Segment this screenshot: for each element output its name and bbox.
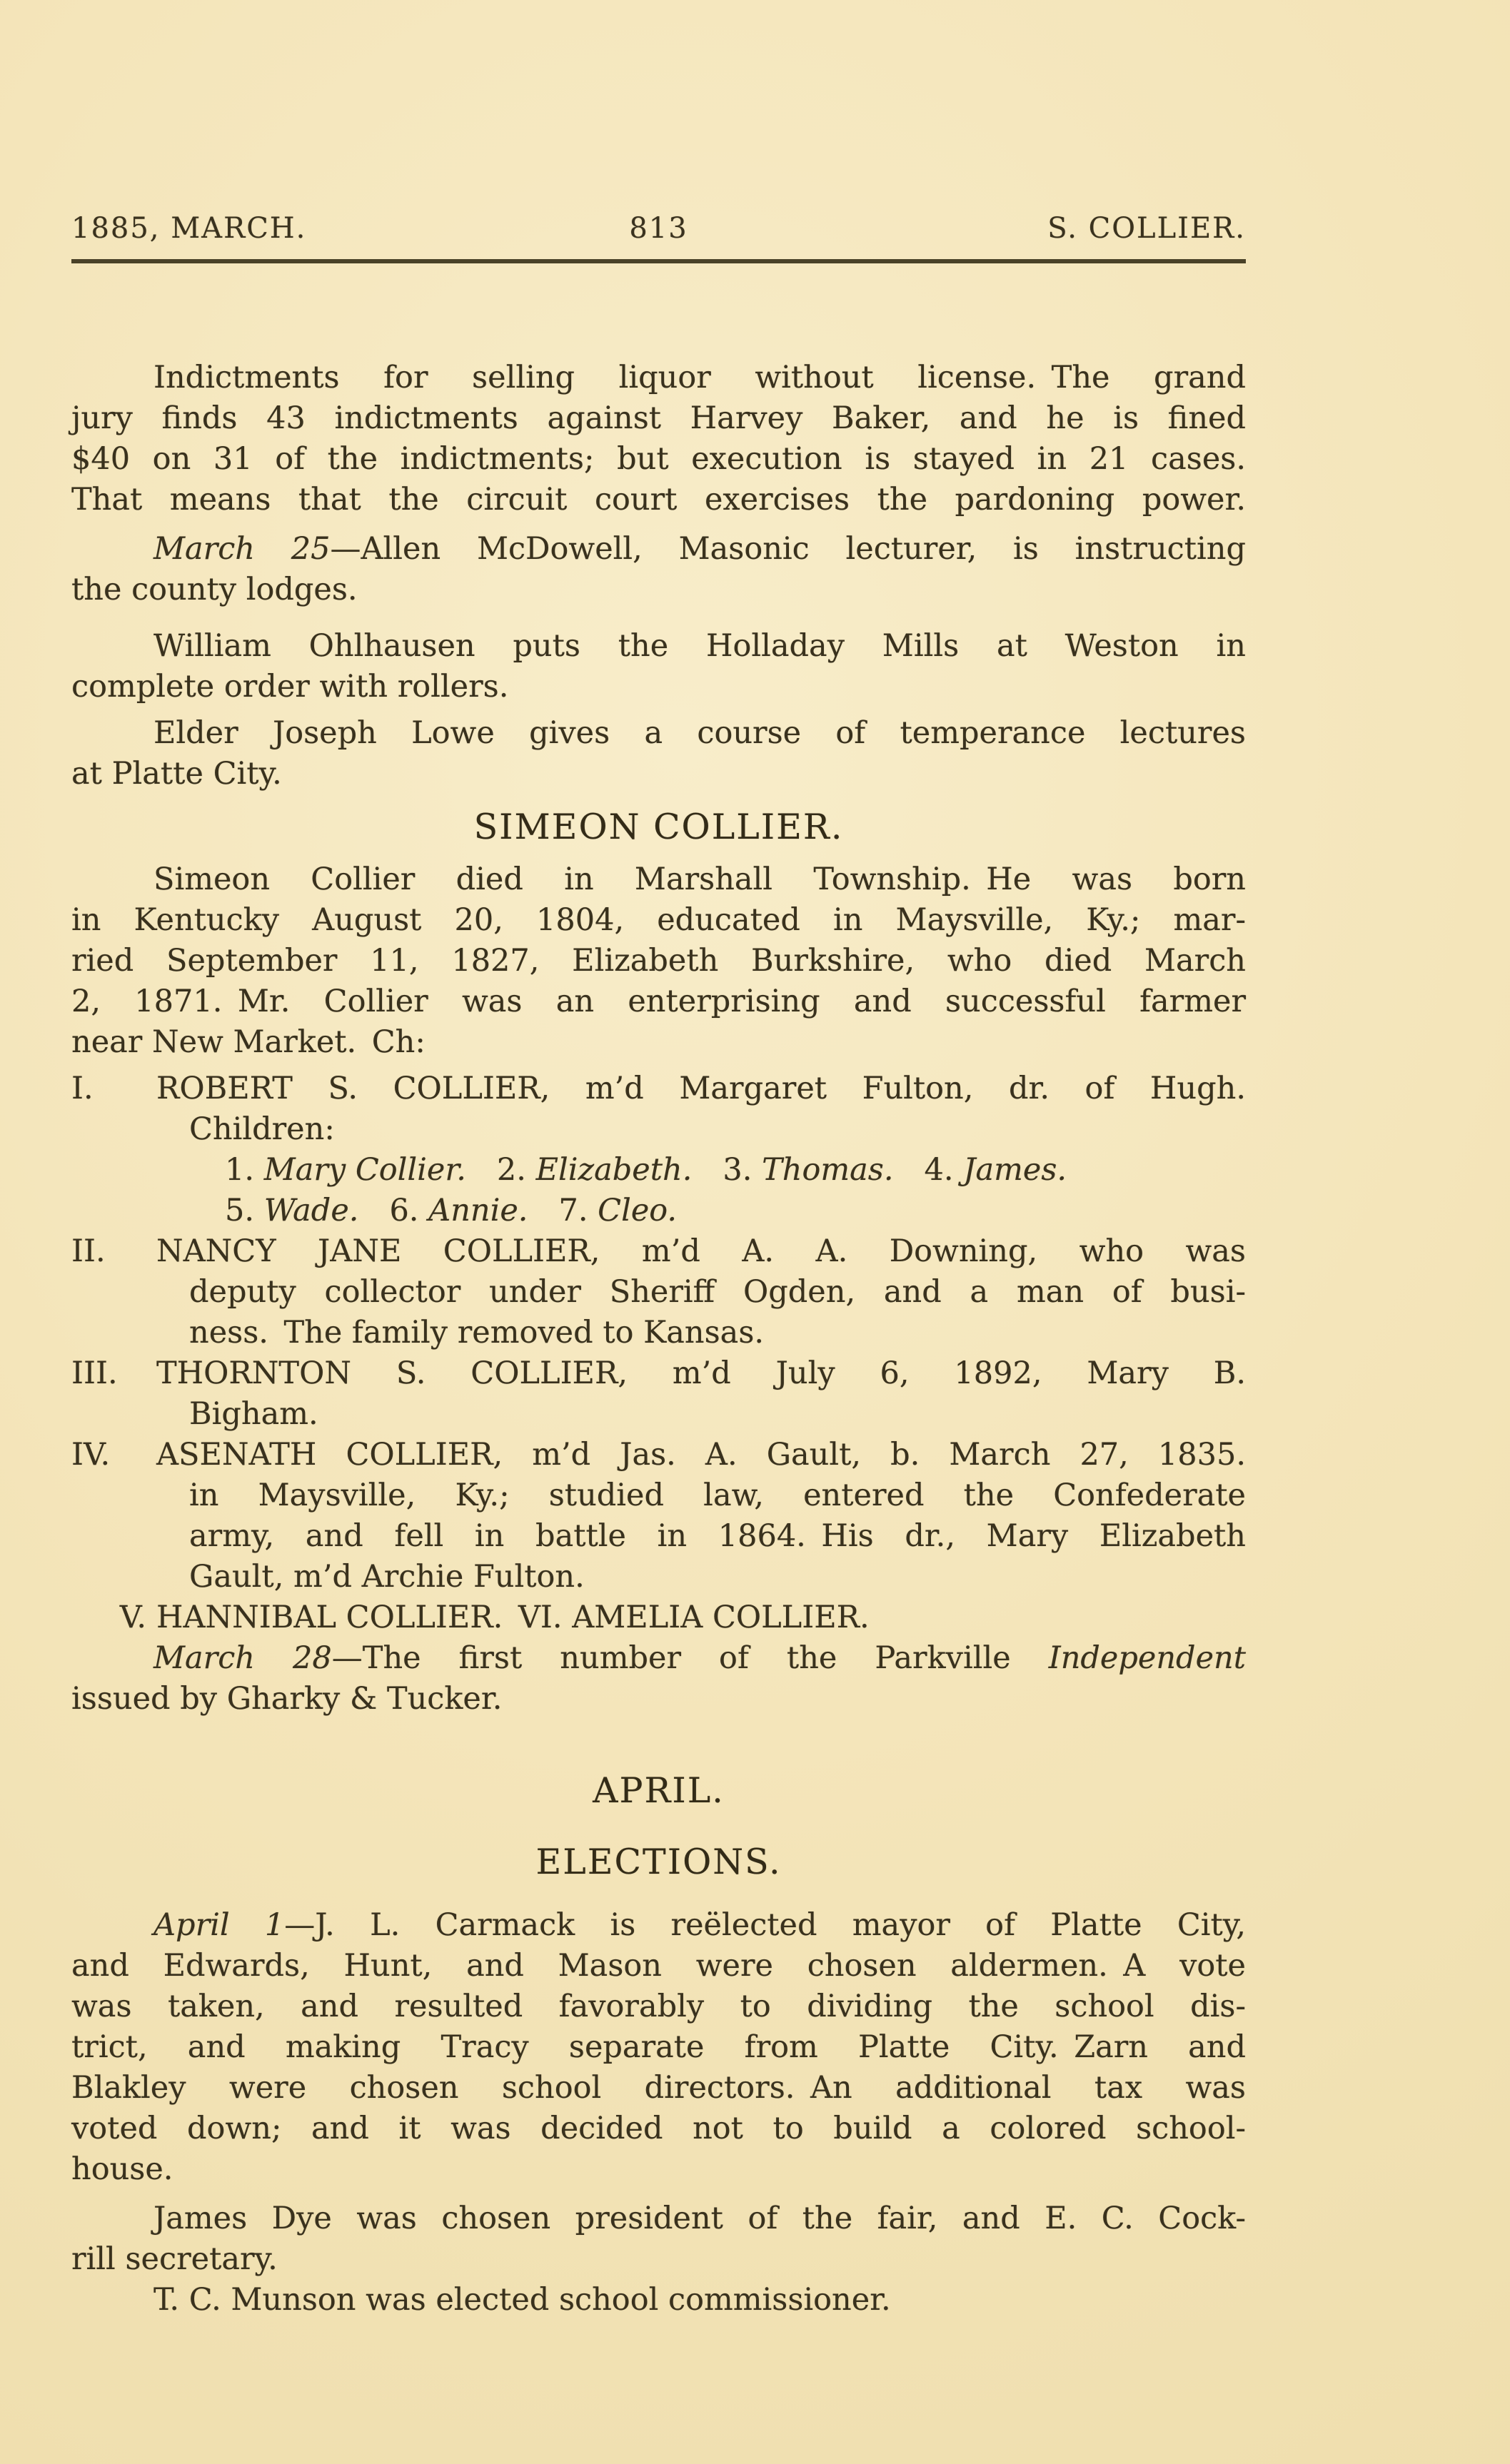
text-line [71, 2068, 1246, 2109]
text-line [71, 529, 1246, 570]
text-line [71, 570, 1246, 610]
text-segment: Annie. [428, 1193, 528, 1228]
text-line [71, 2027, 1246, 2068]
entry-asenath-collier [71, 1435, 1246, 1597]
page-number: 813 [629, 212, 688, 245]
text-segment: —The first number of the Parkville [331, 1640, 1049, 1676]
text-line [71, 667, 1246, 707]
text-segment: $40 on 31 of the indictments; but execution is stayed in 21 cases. [71, 441, 1246, 477]
text-line [71, 1313, 1246, 1353]
text-line [71, 941, 1246, 981]
text-line [71, 1475, 1246, 1516]
text-segment: —J. L. Carmack is reëlected mayor of Platte City, [284, 1907, 1247, 1943]
text-line [71, 1394, 1246, 1435]
text-measure [71, 0, 1246, 2321]
text-line [71, 358, 1246, 398]
text-segment: NANCY JANE COLLIER, m’d A. A. Downing, who was [156, 1233, 1246, 1269]
text-segment: issued by Gharky & Tucker. [71, 1681, 503, 1717]
text-segment: deputy collector under Sheriff Ogden, and a man of busi- [189, 1274, 1246, 1310]
text-segment: house. [71, 2151, 173, 2187]
entry-numeral: III. [71, 1355, 118, 1391]
text-segment: 4. [893, 1152, 964, 1188]
text-segment: at Platte City. [71, 756, 282, 792]
text-segment: Wade. [263, 1193, 359, 1228]
text-segment: William Ohlhausen puts the Holladay Mills at Weston in [153, 628, 1246, 664]
text-segment: in Kentucky August 20, 1804, educated in Maysville, Ky.; mar- [71, 902, 1246, 938]
heading-simeon-collier: SIMEON COLLIER. [473, 807, 844, 847]
text-segment: That means that the circuit court exercises the pardoning power. [71, 482, 1246, 517]
text-segment: ness. The family removed to Kansas. [189, 1315, 765, 1350]
text-segment: Cleo. [598, 1193, 678, 1228]
para-march-25 [71, 529, 1246, 610]
text-line [71, 1435, 1246, 1475]
text-line [71, 1150, 1246, 1191]
text-segment: Independent [1048, 1640, 1246, 1676]
text-line [71, 1597, 1246, 1638]
running-head [71, 0, 1246, 245]
para-munson [71, 2280, 1246, 2321]
para-april-1-elections [71, 1905, 1246, 2190]
text-segment: in Maysville, Ky.; studied law, entered the Confederate [189, 1478, 1246, 1513]
text-segment: Elizabeth. [535, 1152, 693, 1188]
text-line [71, 626, 1246, 667]
text-line [71, 1272, 1246, 1313]
text-segment: ASENATH COLLIER, m’d Jas. A. Gault, b. March 27, 1835. [156, 1437, 1246, 1473]
entry-numeral: I. [71, 1071, 94, 1106]
text-line [71, 1191, 1246, 1231]
text-segment: 1. [225, 1152, 264, 1188]
text-segment: Gault, m’d Archie Fulton. [189, 1559, 585, 1595]
text-segment: THORNTON S. COLLIER, m’d July 6, 1892, Mary B. [156, 1355, 1246, 1391]
text-segment: trict, and making Tracy separate from Platte City. Zarn and [71, 2029, 1246, 2065]
text-line [71, 1231, 1246, 1272]
text-line [71, 1946, 1246, 1986]
text-segment: Indictments for selling liquor without license. The grand [153, 360, 1246, 395]
text-segment: voted down; and it was decided not to build a colored school- [71, 2111, 1246, 2146]
text-segment: army, and fell in battle in 1864. His dr., Mary Elizabeth [189, 1518, 1246, 1554]
text-line [71, 1353, 1246, 1394]
text-line [71, 859, 1246, 900]
text-segment: 2. [465, 1152, 536, 1188]
text-segment: James Dye was chosen president of the fair, and E. C. Cock- [153, 2201, 1246, 2236]
text-segment: ROBERT S. COLLIER, m’d Margaret Fulton, dr. of Hugh. [156, 1071, 1246, 1106]
text-segment: March 28 [153, 1640, 332, 1676]
entry-numeral: V. [119, 1600, 146, 1635]
entry-numeral: II. [71, 1233, 106, 1269]
text-segment: and Edwards, Hunt, and Mason were chosen aldermen. A vote [71, 1948, 1246, 1984]
text-segment: James. [963, 1152, 1067, 1188]
text-line [71, 1109, 1246, 1150]
text-segment: Elder Joseph Lowe gives a course of temperance lectures [153, 715, 1246, 751]
text-segment: T. C. Munson was elected school commissioner. [153, 2282, 891, 2318]
text-line [71, 1986, 1246, 2027]
text-segment: Mary Collier. [263, 1152, 466, 1188]
text-segment: complete order with rollers. [71, 669, 509, 705]
text-segment: Bigham. [189, 1396, 318, 1432]
heading-april: APRIL. [593, 1770, 725, 1811]
text-line [71, 1679, 1246, 1720]
para-joseph-lowe [71, 713, 1246, 794]
text-line [71, 398, 1246, 439]
entry-numeral: IV. [71, 1437, 111, 1473]
text-line [71, 1638, 1246, 1679]
text-segment: 7. [528, 1193, 598, 1228]
text-column [71, 263, 1246, 2321]
text-line [71, 1905, 1246, 1946]
text-line [71, 1069, 1246, 1109]
para-james-dye [71, 2198, 1246, 2280]
text-line [71, 981, 1246, 1022]
heading-elections: ELECTIONS. [535, 1842, 782, 1882]
text-line [71, 1516, 1246, 1557]
text-segment: Blakley were chosen school directors. An additional tax was [71, 2070, 1246, 2106]
text-line [71, 900, 1246, 941]
running-head-title: S. COLLIER. [1047, 212, 1246, 245]
text-line [71, 439, 1246, 480]
text-segment: HANNIBAL COLLIER. VI. AMELIA COLLIER. [156, 1600, 870, 1635]
text-segment: April 1 [153, 1907, 285, 1943]
text-segment: Thomas. [762, 1152, 894, 1188]
text-segment: was taken, and resulted favorably to dividing the school dis- [71, 1989, 1246, 2024]
text-line [71, 1022, 1246, 1063]
text-line [71, 2149, 1246, 2190]
para-simeon-bio [71, 859, 1246, 1063]
text-line [71, 754, 1246, 794]
text-line [71, 713, 1246, 754]
para-ohlhausen [71, 626, 1246, 707]
text-segment: the county lodges. [71, 572, 358, 607]
para-indictments [71, 358, 1246, 520]
text-segment: 5. [225, 1193, 264, 1228]
text-segment: 2, 1871. Mr. Collier was an enterprising and successful farmer [71, 984, 1246, 1019]
para-march-28 [71, 1638, 1246, 1720]
text-segment: 6. [358, 1193, 429, 1228]
text-line [71, 2198, 1246, 2239]
text-line [71, 1557, 1246, 1597]
text-line [71, 480, 1246, 520]
entry-thornton-s-collier [71, 1353, 1246, 1435]
text-segment: 3. [692, 1152, 762, 1188]
entry-robert-s-collier [71, 1069, 1246, 1231]
text-segment: ried September 11, 1827, Elizabeth Burkshire, who died March [71, 943, 1246, 979]
text-segment: Simeon Collier died in Marshall Township. He was born [153, 862, 1246, 897]
text-segment: March 25 [153, 531, 331, 567]
text-segment: rill secretary. [71, 2241, 278, 2277]
entry-nancy-jane-collier [71, 1231, 1246, 1353]
text-line [71, 2109, 1246, 2149]
text-segment: near New Market. Ch: [71, 1024, 426, 1060]
text-segment: jury finds 43 indictments against Harvey Baker, and he is fined [71, 400, 1246, 436]
text-line [71, 2280, 1246, 2321]
text-segment: Children: [189, 1111, 335, 1147]
text-segment: —Allen McDowell, Masonic lecturer, is instructing [330, 531, 1246, 567]
entry-hannibal-amelia-collier [71, 1597, 1246, 1638]
running-head-date: 1885, MARCH. [71, 212, 307, 245]
text-line [71, 2239, 1246, 2280]
